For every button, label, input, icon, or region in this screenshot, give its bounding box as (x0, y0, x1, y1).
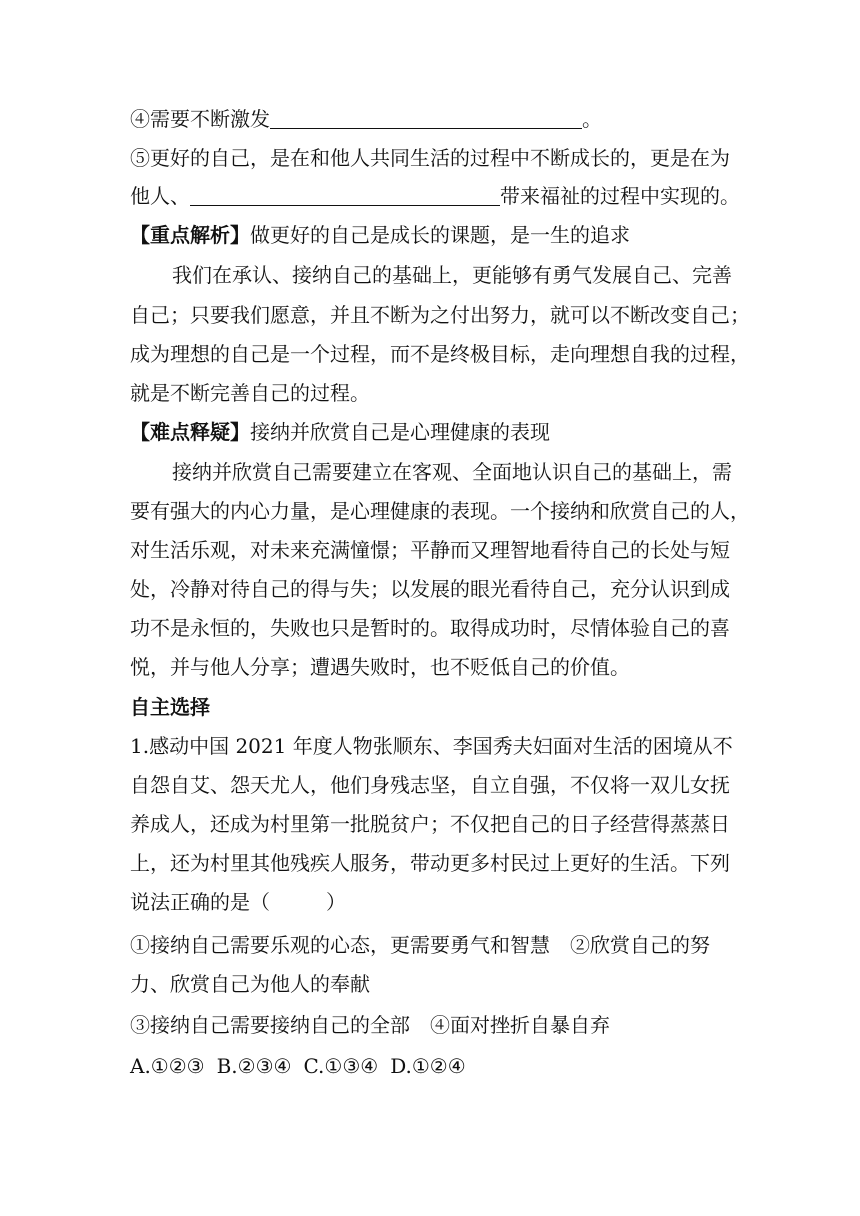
difficult-point-line: 要有强大的内心力量，是心理健康的表现。一个接纳和欣赏自己的人， (130, 499, 750, 523)
item-4-prefix: ④需要不断激发 (130, 107, 270, 131)
difficult-point-line: 对生活乐观，对未来充满憧憬；平静而又理智地看待自己的长处与短 (130, 538, 730, 562)
key-point-line: 自己；只要我们愿意，并且不断为之付出努力，就可以不断改变自己； (130, 303, 750, 327)
question-last-prefix: 说法正确的是（ (130, 890, 270, 914)
key-point-line: 成为理想的自己是一个过程，而不是终极目标，走向理想自我的过程， (130, 342, 750, 366)
item-5-line-1: ⑤更好的自己，是在和他人共同生活的过程中不断成长的，更是在为 (130, 146, 730, 170)
key-point-title: 做更好的自己是成长的课题，是一生的追求 (250, 223, 630, 247)
key-point-label: 【重点解析】 (130, 223, 250, 247)
item-4-line (130, 102, 730, 136)
difficult-point-line: 处，冷静对待自己的得与失；以发展的眼光看待自己，充分认识到成 (130, 577, 730, 601)
item-5-line-2 (130, 179, 740, 213)
difficult-point-line: 悦，并与他人分享；遭遇失败时，也不贬低自己的价值。 (130, 655, 630, 679)
item-5-prefix: 他人、 (130, 184, 190, 208)
fill-blank-4[interactable] (270, 106, 582, 129)
difficult-point-line: 功不是永恒的，失败也只是暂时的。取得成功时，尽情体验自己的喜 (130, 616, 730, 640)
option-b[interactable]: B.②③④ (216, 1054, 292, 1078)
question-last-suffix: ） (326, 890, 346, 914)
key-point-line: 我们在承认、接纳自己的基础上，更能够有勇气发展自己、完善 (172, 263, 732, 287)
item-5-suffix: 带来福祉的过程中实现的。 (500, 184, 740, 208)
key-point-line: 就是不断完善自己的过程。 (130, 381, 370, 405)
question-line: 自怨自艾、怨天尤人，他们身残志坚，自立自强，不仅将一双儿女抚 (130, 773, 730, 797)
options-row (130, 1049, 730, 1083)
option-d[interactable]: D.①②④ (390, 1054, 466, 1078)
question-line: 养成人，还成为村里第一批脱贫户；不仅把自己的日子经营得蒸蒸日 (130, 812, 730, 836)
statement-line: 力、欣赏自己为他人的奉献 (130, 972, 370, 996)
statement-line: ①接纳自己需要乐观的心态，更需要勇气和智慧 ②欣赏自己的努 (130, 933, 710, 957)
option-a[interactable]: A.①②③ (130, 1054, 205, 1078)
difficult-point-label: 【难点释疑】 (130, 420, 250, 444)
key-point-heading (130, 218, 730, 252)
difficult-point-heading (130, 415, 730, 449)
fill-blank-5[interactable] (190, 183, 500, 206)
item-4-suffix: 。 (582, 107, 602, 131)
difficult-point-title: 接纳并欣赏自己是心理健康的表现 (250, 420, 550, 444)
difficult-point-line: 接纳并欣赏自己需要建立在客观、全面地认识自己的基础上，需 (172, 460, 732, 484)
question-line: 1.感动中国 2021 年度人物张顺东、李国秀夫妇面对生活的困境从不 (130, 734, 733, 758)
statement-line: ③接纳自己需要接纳自己的全部 ④面对挫折自暴自弃 (130, 1013, 610, 1037)
question-line: 上，还为村里其他残疾人服务，带动更多村民过上更好的生活。下列 (130, 851, 730, 875)
option-c[interactable]: C.①③④ (303, 1054, 379, 1078)
self-select-heading: 自主选择 (130, 695, 210, 719)
question-last-line (130, 885, 730, 919)
